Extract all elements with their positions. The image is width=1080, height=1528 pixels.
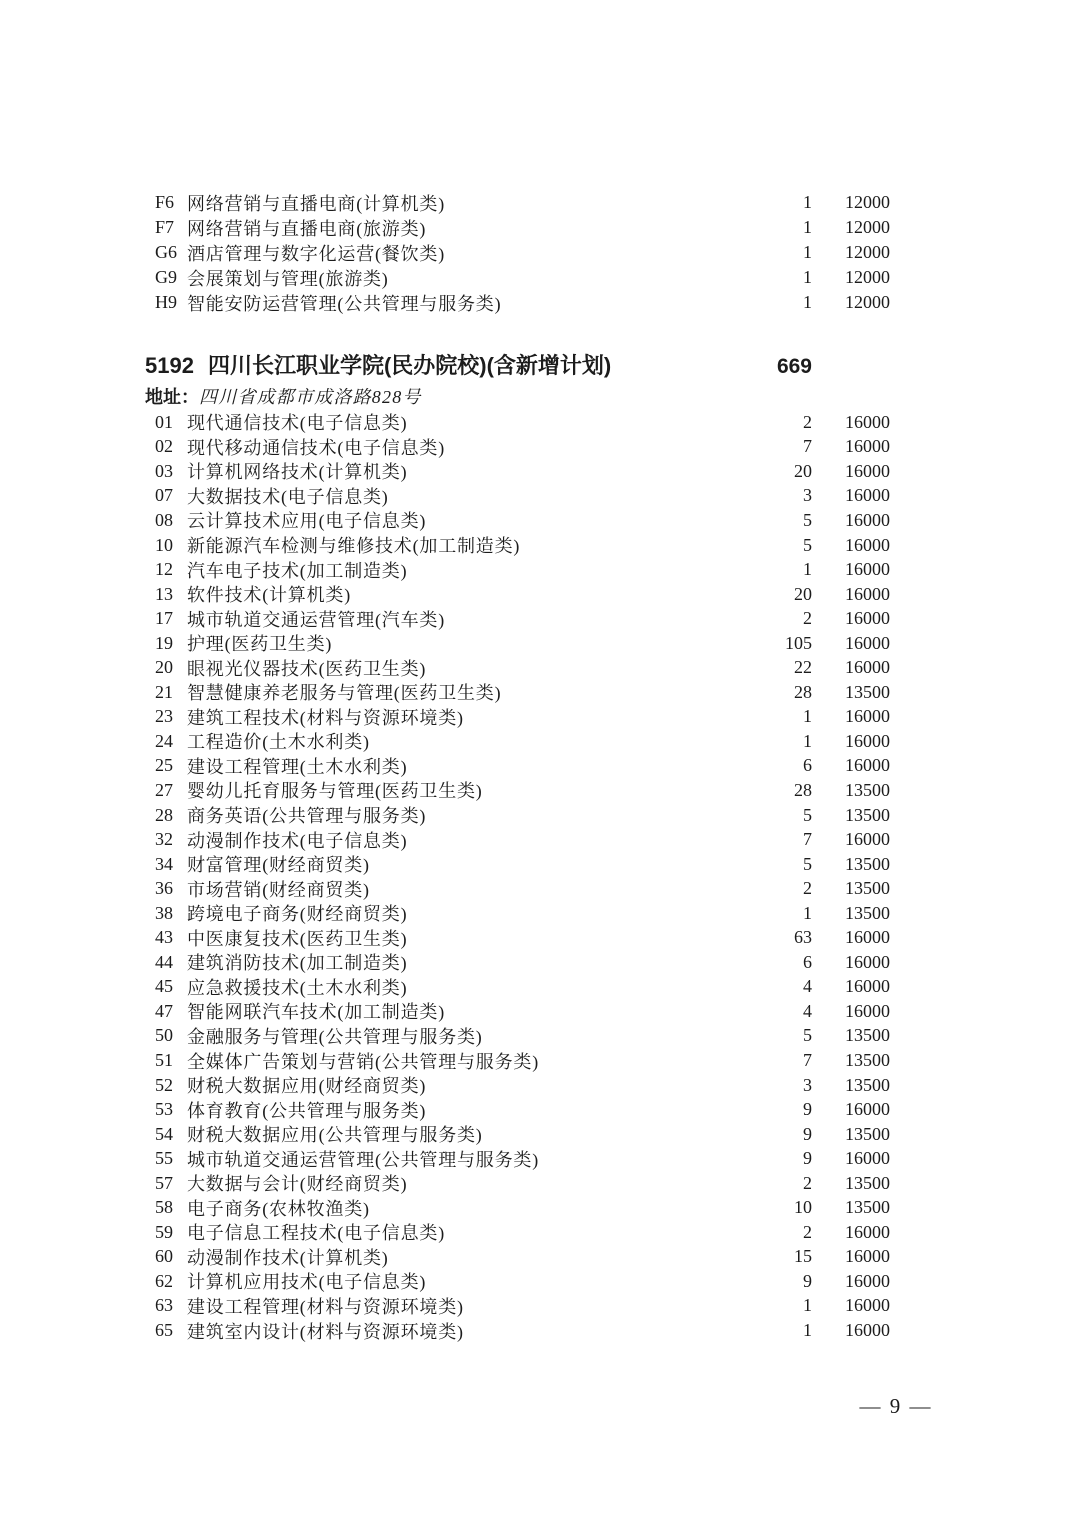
major-tuition-fee: 16000 xyxy=(845,509,890,530)
major-tuition-fee: 12000 xyxy=(845,242,890,262)
major-plan-count: 1 xyxy=(803,1295,812,1316)
major-name: 跨境电子商务(财经商贸类) xyxy=(187,904,408,925)
major-row xyxy=(155,410,890,435)
major-code: G6 xyxy=(155,242,177,262)
major-code: 50 xyxy=(155,1025,173,1046)
major-plan-count: 7 xyxy=(803,1049,812,1070)
major-row xyxy=(155,533,890,558)
major-plan-count: 28 xyxy=(794,681,812,702)
major-name: 财富管理(财经商贸类) xyxy=(187,855,370,876)
major-row xyxy=(155,215,890,240)
major-tuition-fee: 16000 xyxy=(845,632,890,653)
major-name: 计算机应用技术(电子信息类) xyxy=(187,1272,427,1293)
major-row xyxy=(155,1269,890,1294)
major-name: 网络营销与直播电商(计算机类) xyxy=(187,193,445,214)
major-tuition-fee: 13500 xyxy=(845,779,890,800)
major-code: 21 xyxy=(155,681,173,702)
major-tuition-fee: 16000 xyxy=(845,1000,890,1021)
major-row xyxy=(155,655,890,680)
school-code: 5192 xyxy=(145,353,194,378)
major-row xyxy=(155,827,890,852)
major-name: 建筑室内设计(材料与资源环境类) xyxy=(187,1321,464,1342)
major-code: 23 xyxy=(155,706,173,727)
major-tuition-fee: 16000 xyxy=(845,608,890,629)
major-code: 27 xyxy=(155,779,173,800)
major-row xyxy=(155,852,890,877)
major-tuition-fee: 16000 xyxy=(845,534,890,555)
major-tuition-fee: 16000 xyxy=(845,1320,890,1340)
major-code: 03 xyxy=(155,460,173,481)
major-plan-count: 2 xyxy=(803,411,812,432)
major-tuition-fee: 13500 xyxy=(845,1049,890,1070)
major-code: 55 xyxy=(155,1148,173,1169)
major-row xyxy=(155,729,890,754)
major-name: 建筑工程技术(材料与资源环境类) xyxy=(187,707,464,728)
major-code: 63 xyxy=(155,1295,173,1316)
major-plan-count: 5 xyxy=(803,534,812,555)
major-name: 网络营销与直播电商(旅游类) xyxy=(187,218,427,239)
major-tuition-fee: 12000 xyxy=(845,192,890,212)
major-row xyxy=(155,290,890,315)
major-tuition-fee: 16000 xyxy=(845,460,890,481)
major-name: 市场营销(财经商贸类) xyxy=(187,879,370,900)
major-tuition-fee: 16000 xyxy=(845,1221,890,1242)
school-majors-list xyxy=(155,410,890,1343)
major-plan-count: 6 xyxy=(803,951,812,972)
major-plan-count: 20 xyxy=(794,583,812,604)
major-row xyxy=(155,680,890,705)
major-code: 13 xyxy=(155,583,173,604)
major-row xyxy=(155,631,890,656)
major-name: 现代通信技术(电子信息类) xyxy=(187,413,408,434)
major-code: 07 xyxy=(155,485,173,506)
major-row xyxy=(155,459,890,484)
major-code: 08 xyxy=(155,509,173,530)
major-code: 52 xyxy=(155,1074,173,1095)
major-row xyxy=(155,1196,890,1221)
major-plan-count: 5 xyxy=(803,509,812,530)
school-address-line xyxy=(145,383,422,409)
major-plan-count: 3 xyxy=(803,485,812,506)
major-row xyxy=(155,1097,890,1122)
address-value: 四川省成都市成洛路828号 xyxy=(199,387,422,407)
major-tuition-fee: 16000 xyxy=(845,1246,890,1267)
major-code: 25 xyxy=(155,755,173,776)
major-name: 大数据技术(电子信息类) xyxy=(187,486,389,507)
major-code: 01 xyxy=(155,411,173,432)
major-plan-count: 2 xyxy=(803,1221,812,1242)
major-plan-count: 4 xyxy=(803,976,812,997)
major-name: 体育教育(公共管理与服务类) xyxy=(187,1100,427,1121)
major-plan-count: 1 xyxy=(803,706,812,727)
major-name: 动漫制作技术(计算机类) xyxy=(187,1247,389,1268)
major-plan-count: 15 xyxy=(794,1246,812,1267)
school-title: 四川长江职业学院(民办院校)(含新增计划) xyxy=(207,353,612,378)
major-plan-count: 28 xyxy=(794,779,812,800)
major-name: 财税大数据应用(公共管理与服务类) xyxy=(187,1125,483,1146)
major-tuition-fee: 16000 xyxy=(845,1148,890,1169)
major-row xyxy=(155,508,890,533)
major-plan-count: 1 xyxy=(803,902,812,923)
major-plan-count: 22 xyxy=(794,657,812,678)
major-code: 28 xyxy=(155,804,173,825)
major-name: 工程造价(土木水利类) xyxy=(187,732,370,753)
major-name: 计算机网络技术(计算机类) xyxy=(187,462,408,483)
major-row xyxy=(155,484,890,509)
school-total-plan: 669 xyxy=(776,355,812,378)
major-row xyxy=(155,1073,890,1098)
major-plan-count: 5 xyxy=(803,804,812,825)
major-row xyxy=(155,1220,890,1245)
major-plan-count: 9 xyxy=(803,1099,812,1120)
major-name: 软件技术(计算机类) xyxy=(187,585,351,606)
major-tuition-fee: 13500 xyxy=(845,1025,890,1046)
major-plan-count: 3 xyxy=(803,1074,812,1095)
major-name: 电子信息工程技术(电子信息类) xyxy=(187,1223,445,1244)
major-tuition-fee: 12000 xyxy=(845,292,890,312)
major-code: 53 xyxy=(155,1099,173,1120)
major-name: 现代移动通信技术(电子信息类) xyxy=(187,437,445,458)
major-plan-count: 63 xyxy=(794,927,812,948)
major-row xyxy=(155,705,890,730)
major-tuition-fee: 16000 xyxy=(845,1295,890,1316)
major-plan-count: 1 xyxy=(803,1320,812,1340)
major-code: 34 xyxy=(155,853,173,874)
major-plan-count: 2 xyxy=(803,608,812,629)
major-name: 新能源汽车检测与维修技术(加工制造类) xyxy=(187,536,521,557)
major-code: 65 xyxy=(155,1320,173,1340)
major-tuition-fee: 13500 xyxy=(845,804,890,825)
major-name: 建设工程管理(材料与资源环境类) xyxy=(187,1296,464,1317)
major-row xyxy=(155,265,890,290)
major-name: 金融服务与管理(公共管理与服务类) xyxy=(187,1026,483,1047)
major-plan-count: 5 xyxy=(803,853,812,874)
major-code: 36 xyxy=(155,878,173,899)
major-name: 建筑消防技术(加工制造类) xyxy=(187,953,408,974)
major-name: 商务英语(公共管理与服务类) xyxy=(187,806,427,827)
major-code: 43 xyxy=(155,927,173,948)
major-code: 62 xyxy=(155,1270,173,1291)
major-code: 10 xyxy=(155,534,173,555)
major-tuition-fee: 13500 xyxy=(845,1197,890,1218)
major-code: H9 xyxy=(155,292,177,312)
major-name: 智能网联汽车技术(加工制造类) xyxy=(187,1002,445,1023)
major-name: 婴幼儿托育服务与管理(医药卫生类) xyxy=(187,781,483,802)
major-tuition-fee: 16000 xyxy=(845,583,890,604)
major-plan-count: 1 xyxy=(803,242,812,262)
school-header xyxy=(145,349,890,380)
major-row xyxy=(155,190,890,215)
major-row xyxy=(155,778,890,803)
major-plan-count: 1 xyxy=(803,730,812,751)
major-name: 城市轨道交通运营管理(汽车类) xyxy=(187,609,445,630)
major-name: 会展策划与管理(旅游类) xyxy=(187,268,389,289)
major-tuition-fee: 16000 xyxy=(845,951,890,972)
major-code: 38 xyxy=(155,902,173,923)
major-tuition-fee: 13500 xyxy=(845,1123,890,1144)
major-tuition-fee: 16000 xyxy=(845,436,890,457)
major-tuition-fee: 16000 xyxy=(845,411,890,432)
major-plan-count: 20 xyxy=(794,460,812,481)
major-name: 建设工程管理(土木水利类) xyxy=(187,756,408,777)
major-tuition-fee: 16000 xyxy=(845,706,890,727)
major-code: G9 xyxy=(155,267,177,287)
major-row xyxy=(155,803,890,828)
major-code: 57 xyxy=(155,1172,173,1193)
major-name: 智慧健康养老服务与管理(医药卫生类) xyxy=(187,683,502,704)
major-name: 城市轨道交通运营管理(公共管理与服务类) xyxy=(187,1149,539,1170)
major-tuition-fee: 16000 xyxy=(845,927,890,948)
address-label: 地址： xyxy=(145,387,199,407)
major-row xyxy=(155,975,890,1000)
major-row xyxy=(155,1171,890,1196)
major-code: 20 xyxy=(155,657,173,678)
major-code: 54 xyxy=(155,1123,173,1144)
major-code: 60 xyxy=(155,1246,173,1267)
previous-school-majors-list xyxy=(155,190,890,315)
major-plan-count: 1 xyxy=(803,292,812,312)
major-name: 护理(医药卫生类) xyxy=(187,634,333,655)
major-tuition-fee: 13500 xyxy=(845,853,890,874)
major-tuition-fee: 13500 xyxy=(845,878,890,899)
major-row xyxy=(155,876,890,901)
major-plan-count: 1 xyxy=(803,267,812,287)
major-tuition-fee: 16000 xyxy=(845,829,890,850)
major-row xyxy=(155,240,890,265)
major-code: F7 xyxy=(155,217,175,237)
major-tuition-fee: 16000 xyxy=(845,559,890,580)
major-plan-count: 6 xyxy=(803,755,812,776)
major-name: 应急救援技术(土木水利类) xyxy=(187,977,408,998)
major-name: 大数据与会计(财经商贸类) xyxy=(187,1174,408,1195)
major-row xyxy=(155,1024,890,1049)
major-code: 59 xyxy=(155,1221,173,1242)
major-row xyxy=(155,901,890,926)
major-row xyxy=(155,1294,890,1319)
major-name: 电子商务(农林牧渔类) xyxy=(187,1198,370,1219)
major-row xyxy=(155,1146,890,1171)
major-row xyxy=(155,582,890,607)
major-row xyxy=(155,925,890,950)
major-code: 51 xyxy=(155,1049,173,1070)
major-row xyxy=(155,1122,890,1147)
major-plan-count: 7 xyxy=(803,829,812,850)
major-plan-count: 9 xyxy=(803,1270,812,1291)
major-name: 中医康复技术(医药卫生类) xyxy=(187,928,408,949)
major-name: 眼视光仪器技术(医药卫生类) xyxy=(187,658,427,679)
major-code: F6 xyxy=(155,192,175,212)
major-code: 24 xyxy=(155,730,173,751)
major-tuition-fee: 16000 xyxy=(845,1099,890,1120)
major-row xyxy=(155,999,890,1024)
major-row xyxy=(155,754,890,779)
major-code: 02 xyxy=(155,436,173,457)
major-plan-count: 5 xyxy=(803,1025,812,1046)
major-tuition-fee: 12000 xyxy=(845,217,890,237)
major-code: 44 xyxy=(155,951,173,972)
major-row xyxy=(155,950,890,975)
major-name: 全媒体广告策划与营销(公共管理与服务类) xyxy=(187,1051,539,1072)
major-name: 智能安防运营管理(公共管理与服务类) xyxy=(187,293,502,314)
major-tuition-fee: 16000 xyxy=(845,976,890,997)
major-tuition-fee: 13500 xyxy=(845,1074,890,1095)
major-plan-count: 4 xyxy=(803,1000,812,1021)
major-row xyxy=(155,1048,890,1073)
major-name: 动漫制作技术(电子信息类) xyxy=(187,830,408,851)
major-plan-count: 1 xyxy=(803,217,812,237)
major-code: 12 xyxy=(155,559,173,580)
major-plan-count: 1 xyxy=(803,559,812,580)
major-plan-count: 1 xyxy=(803,192,812,212)
major-plan-count: 10 xyxy=(794,1197,812,1218)
major-row xyxy=(155,557,890,582)
major-tuition-fee: 16000 xyxy=(845,755,890,776)
major-plan-count: 7 xyxy=(803,436,812,457)
major-tuition-fee: 16000 xyxy=(845,730,890,751)
major-row xyxy=(155,435,890,460)
major-row xyxy=(155,1318,890,1343)
major-plan-count: 2 xyxy=(803,1172,812,1193)
major-tuition-fee: 13500 xyxy=(845,902,890,923)
major-tuition-fee: 16000 xyxy=(845,657,890,678)
major-tuition-fee: 16000 xyxy=(845,1270,890,1291)
major-code: 17 xyxy=(155,608,173,629)
major-code: 32 xyxy=(155,829,173,850)
major-plan-count: 2 xyxy=(803,878,812,899)
major-name: 云计算技术应用(电子信息类) xyxy=(187,511,427,532)
major-tuition-fee: 13500 xyxy=(845,681,890,702)
major-code: 19 xyxy=(155,632,173,653)
major-name: 财税大数据应用(财经商贸类) xyxy=(187,1076,427,1097)
major-code: 47 xyxy=(155,1000,173,1021)
major-plan-count: 9 xyxy=(803,1148,812,1169)
page-number: — 9 — xyxy=(859,1394,933,1418)
major-name: 酒店管理与数字化运营(餐饮类) xyxy=(187,243,445,264)
major-code: 58 xyxy=(155,1197,173,1218)
major-row xyxy=(155,1245,890,1270)
major-plan-count: 9 xyxy=(803,1123,812,1144)
major-tuition-fee: 16000 xyxy=(845,485,890,506)
major-tuition-fee: 12000 xyxy=(845,267,890,287)
major-row xyxy=(155,606,890,631)
major-name: 汽车电子技术(加工制造类) xyxy=(187,560,408,581)
major-tuition-fee: 13500 xyxy=(845,1172,890,1193)
major-plan-count: 105 xyxy=(785,632,812,653)
major-code: 45 xyxy=(155,976,173,997)
